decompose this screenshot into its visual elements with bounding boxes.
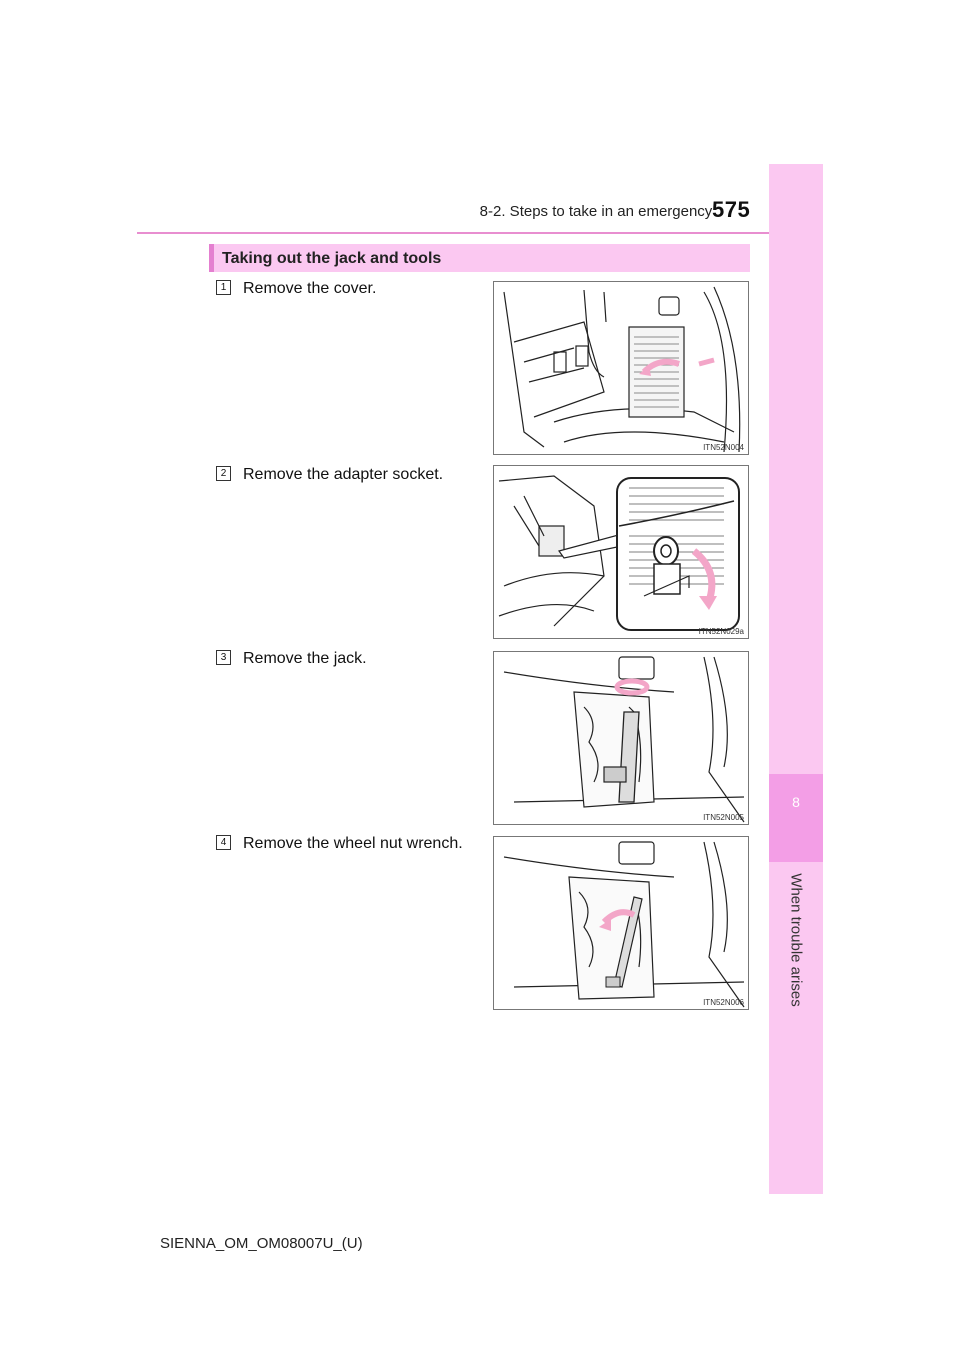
figure-code: ITN52N004 [703,443,744,452]
step-number-3: 3 [216,650,231,665]
figure-remove-cover [493,281,749,455]
section-title: Taking out the jack and tools [222,250,442,267]
cover-panel [629,327,684,417]
zoom-detail-callout [617,478,739,630]
chapter-number-block [769,774,823,862]
figure-code: ITN52N029a [698,627,744,636]
step-number-1: 1 [216,280,231,295]
step-text-1: Remove the cover. [243,280,377,297]
chapter-side-tab [769,164,823,1194]
arrow-icon [699,360,714,364]
step-text-4: Remove the wheel nut wrench. [243,835,463,852]
step-number-4: 4 [216,835,231,850]
figure-code: ITN52N006 [703,998,744,1007]
chapter-title: When trouble arises [787,873,805,1007]
figure-code: ITN52N005 [703,813,744,822]
chapter-number: 8 [792,794,800,810]
step-number-2: 2 [216,466,231,481]
step-text-3: Remove the jack. [243,650,367,667]
running-header-section: 8-2. Steps to take in an emergency [479,203,713,220]
rotate-arrow-icon [617,681,647,693]
document-code: SIENNA_OM_OM08007U_(U) [160,1235,363,1252]
page-number: 575 [712,197,751,222]
figure-remove-adapter-socket [493,465,749,639]
cargo-area-illustration [494,282,749,455]
figure-remove-jack [493,651,749,825]
adapter-socket-illustration [494,466,749,639]
jack-illustration [494,652,749,825]
step-text-2: Remove the adapter socket. [243,466,444,483]
header-divider [137,232,823,234]
wheel-nut-wrench-illustration [494,837,749,1010]
figure-remove-wheel-nut-wrench [493,836,749,1010]
